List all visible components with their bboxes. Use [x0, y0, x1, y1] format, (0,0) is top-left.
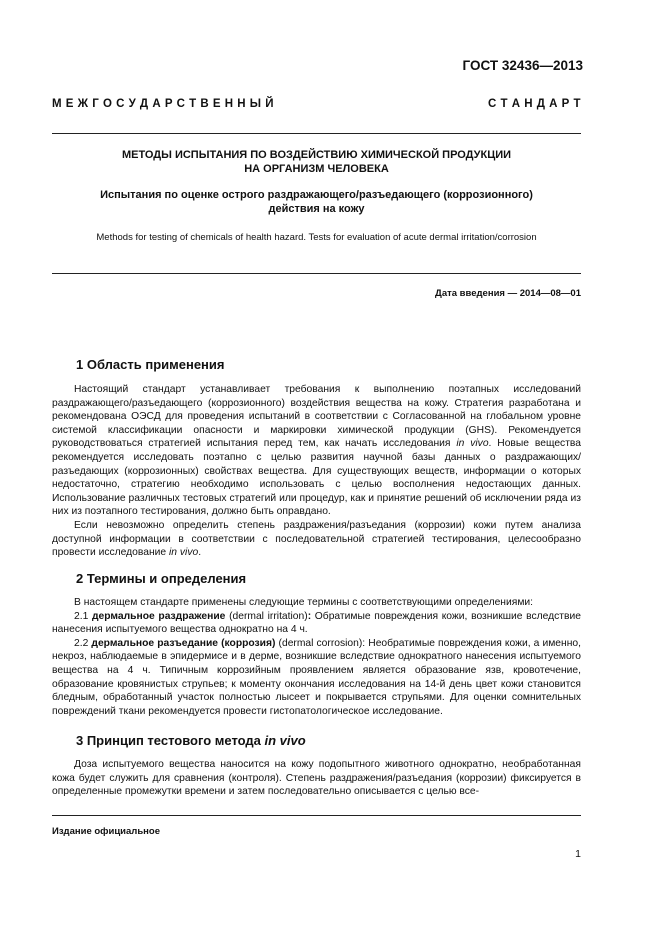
section-2-heading: 2 Термины и определения: [76, 571, 247, 586]
standard-number: ГОСТ 32436—2013: [462, 58, 583, 73]
top-divider: [52, 133, 581, 134]
introduction-date: Дата введения — 2014—08—01: [435, 288, 581, 299]
english-title: Methods for testing of chemicals of health hazard. Tests for evaluation of acute dermal irritation/corrosion: [96, 232, 537, 243]
s1-p1-tail: . Новые вещества рекомендуется исследовать поэтапно с целью развития научной базы данных о раздражающих/разъедающих (коррозионных) свойствах вещества. Для существующих веществ, информации о которых недостаточно, стратегию необходимо использовать с целью восполнения недостающих данных. Использование различных тестовых стратегий или процедур, как и принятие решений об исключении ряда из них из поэтапного тестирования, должно быть оправдано.: [52, 438, 581, 518]
main-title: [52, 148, 581, 176]
d1-term: дермальное раздражение: [92, 610, 226, 622]
banner-word-interstate: М Е Ж Г О С У Д А Р С Т В Е Н Н Ы Й: [52, 98, 274, 110]
banner-word-standard: С Т А Н Д А Р Т: [488, 98, 581, 110]
d1-english: (dermal irritation): [229, 610, 308, 622]
s1-p2-italic: in vivo: [169, 547, 199, 559]
main-title-line1: МЕТОДЫ ИСПЫТАНИЯ ПО ВОЗДЕЙСТВИЮ ХИМИЧЕСКОЙ ПРОДУКЦИИ: [121, 149, 512, 161]
s3-heading-italic: in vivo: [264, 733, 306, 748]
title-divider: [52, 273, 581, 274]
section-3-heading: [76, 733, 581, 749]
interstate-standard-banner: [52, 98, 581, 110]
section-terms: [52, 571, 581, 718]
official-edition-label: Издание официальное: [52, 826, 160, 837]
section-principle: [52, 733, 581, 799]
s1-p2-text: Если невозможно определить степень раздражения/разъедания (коррозии) кожи путем анализа доступной информации в соответствии с последовательной стратегией тестирования, целесообразно провести исследование: [52, 519, 581, 559]
main-title-line2: НА ОРГАНИЗМ ЧЕЛОВЕКА: [244, 163, 389, 175]
d1-number: 2.1: [74, 610, 89, 622]
s3-heading-text: 3 Принцип тестового метода: [76, 733, 261, 748]
subtitle-line1: Испытания по оценке острого раздражающего/разъедающего (коррозионного): [100, 189, 533, 201]
section-scope: [52, 357, 581, 560]
s1-p2-tail: .: [198, 547, 202, 559]
section-1-paragraph-2: [52, 519, 581, 560]
d1-colon: :: [307, 610, 312, 622]
footer-divider: [52, 815, 581, 816]
section-1-heading: 1 Область применения: [76, 357, 225, 372]
s1-p1-italic: in vivo: [456, 438, 489, 450]
definition-2-1: [52, 610, 581, 637]
d1-text: Обратимые повреждения кожи, возникшие вследствие нанесения испытуемого вещества однократно на 4 ч.: [52, 610, 581, 636]
d2-text: Необратимые повреждения кожи, а именно, некроз, наблюдаемые в эпидермисе и в дерме, возникшие вследствие однократного нанесения испытуемого вещества на 4 ч. Типичным коррозийным проявлением является образование язв, кровотечение, образование кровянистых струпьев; к моменту окончания исследования на 14-й день цвет кожи становится бледным, обработанный участок полностью лысеет и покрывается струпьями. Для оценки сомнительных повреждений ткани рекомендуется провести гистопатологическое исследование.: [52, 637, 581, 717]
section-2-paragraph-1: В настоящем стандарте применены следующие термины с соответствующими определениями:: [74, 597, 534, 608]
s1-p1-text: Настоящий стандарт устанавливает требования к выполнению поэтапных исследований раздражающего/разъедающего (коррозионного) воздействия вещества на кожу. Стратегия разработана и рекомендована ОЭСД для проведения испытаний в соответствии с Согласованной на глобальном уровне системой классификации опасности и маркировки химической продукции (GHS). Рекомендуется руководствоваться стратегией испытания перед тем, как начать исследования: [52, 384, 581, 450]
subtitle-line2: действия на кожу: [268, 203, 365, 215]
d2-number: 2.2: [74, 637, 89, 649]
section-1-paragraph-1: [52, 383, 581, 519]
d2-english: (dermal corrosion):: [278, 637, 366, 649]
definition-2-2: [52, 637, 581, 719]
page-number: 1: [575, 848, 581, 860]
subtitle: [52, 188, 581, 216]
section-3-paragraph-1: Доза испытуемого вещества наносится на кожу подопытного животного однократно, необработанная кожа будет служить для сравнения (контроля). Степень раздражения/разъедания (коррозии) фиксируется в определенные промежутки времени и затем последовательно описывается с целью все-: [52, 759, 581, 798]
d2-term: дермальное разъедание (коррозия): [91, 637, 276, 649]
